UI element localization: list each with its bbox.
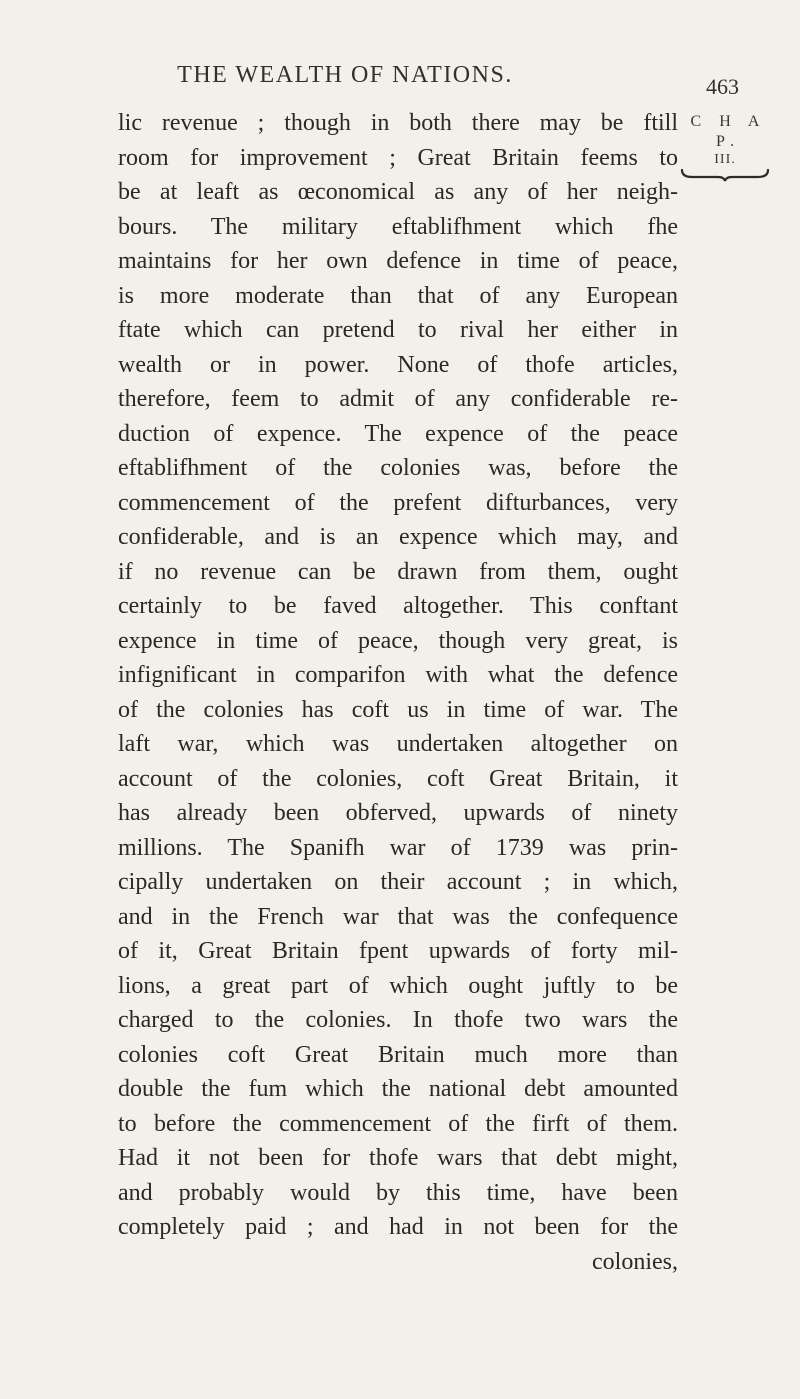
text-line: laft war, which was undertaken altogether on bbox=[118, 731, 678, 757]
text-line: account of the colonies, coft Great Britain, it bbox=[118, 765, 678, 792]
text-line: of the colonies has coft us in time of war. The bbox=[118, 696, 678, 723]
text-line: lic revenue ; though in both there may be ftill bbox=[118, 110, 678, 136]
text-line: lions, a great part of which ought juftly to be bbox=[118, 972, 678, 999]
running-title: THE WEALTH OF NATIONS. bbox=[177, 62, 513, 88]
text-line: is more moderate than that of any European bbox=[118, 282, 678, 309]
chapter-margin-note bbox=[676, 112, 774, 182]
text-line: and probably would by this time, have been bbox=[118, 1179, 678, 1206]
catchword: colonies, bbox=[592, 1248, 678, 1275]
brace-ornament bbox=[680, 168, 770, 182]
text-line: bours. The military eftablifhment which fhe bbox=[118, 213, 678, 240]
text-line: to before the commencement of the firft of them. bbox=[118, 1110, 678, 1137]
text-line: Had it not been for thofe wars that debt might, bbox=[118, 1145, 678, 1171]
chapter-number: III. bbox=[714, 152, 736, 167]
text-line: wealth or in power. None of thofe articles, bbox=[118, 351, 678, 378]
text-line: commencement of the prefent difturbances, very bbox=[118, 489, 678, 516]
chapter-label: C H A P. bbox=[690, 113, 767, 150]
text-line: eftablifhment of the colonies was, before the bbox=[118, 455, 678, 481]
text-line: colonies coft Great Britain much more than bbox=[118, 1041, 678, 1068]
text-line: of it, Great Britain fpent upwards of forty mil- bbox=[118, 938, 678, 964]
text-line: certainly to be faved altogether. This conftant bbox=[118, 593, 678, 619]
text-line: has already been obferved, upwards of ninety bbox=[118, 800, 678, 826]
body-text bbox=[118, 106, 678, 1279]
text-line: ftate which can pretend to rival her either in bbox=[118, 317, 678, 343]
page-number: 463 bbox=[706, 74, 739, 99]
text-line: double the fum which the national debt amounted bbox=[118, 1076, 678, 1102]
text-line: therefore, feem to admit of any confiderable re- bbox=[118, 386, 678, 412]
text-line: millions. The Spanifh war of 1739 was prin- bbox=[118, 834, 678, 861]
text-line: be at leaft as œconomical as any of her neigh- bbox=[118, 179, 678, 205]
text-line: completely paid ; and had in not been for the bbox=[118, 1214, 678, 1240]
text-line: maintains for her own defence in time of peace, bbox=[118, 248, 678, 274]
text-line: room for improvement ; Great Britain feems to bbox=[118, 144, 678, 171]
text-line: confiderable, and is an expence which may, and bbox=[118, 524, 678, 550]
text-line: if no revenue can be drawn from them, ought bbox=[118, 558, 678, 585]
text-line: charged to the colonies. In thofe two wars the bbox=[118, 1007, 678, 1033]
text-line: cipally undertaken on their account ; in which, bbox=[118, 869, 678, 895]
text-line: and in the French war that was the confequence bbox=[118, 903, 678, 930]
text-line: expence in time of peace, though very great, is bbox=[118, 627, 678, 654]
text-line: infignificant in comparifon with what the defence bbox=[118, 662, 678, 688]
text-line: duction of expence. The expence of the peace bbox=[118, 420, 678, 447]
